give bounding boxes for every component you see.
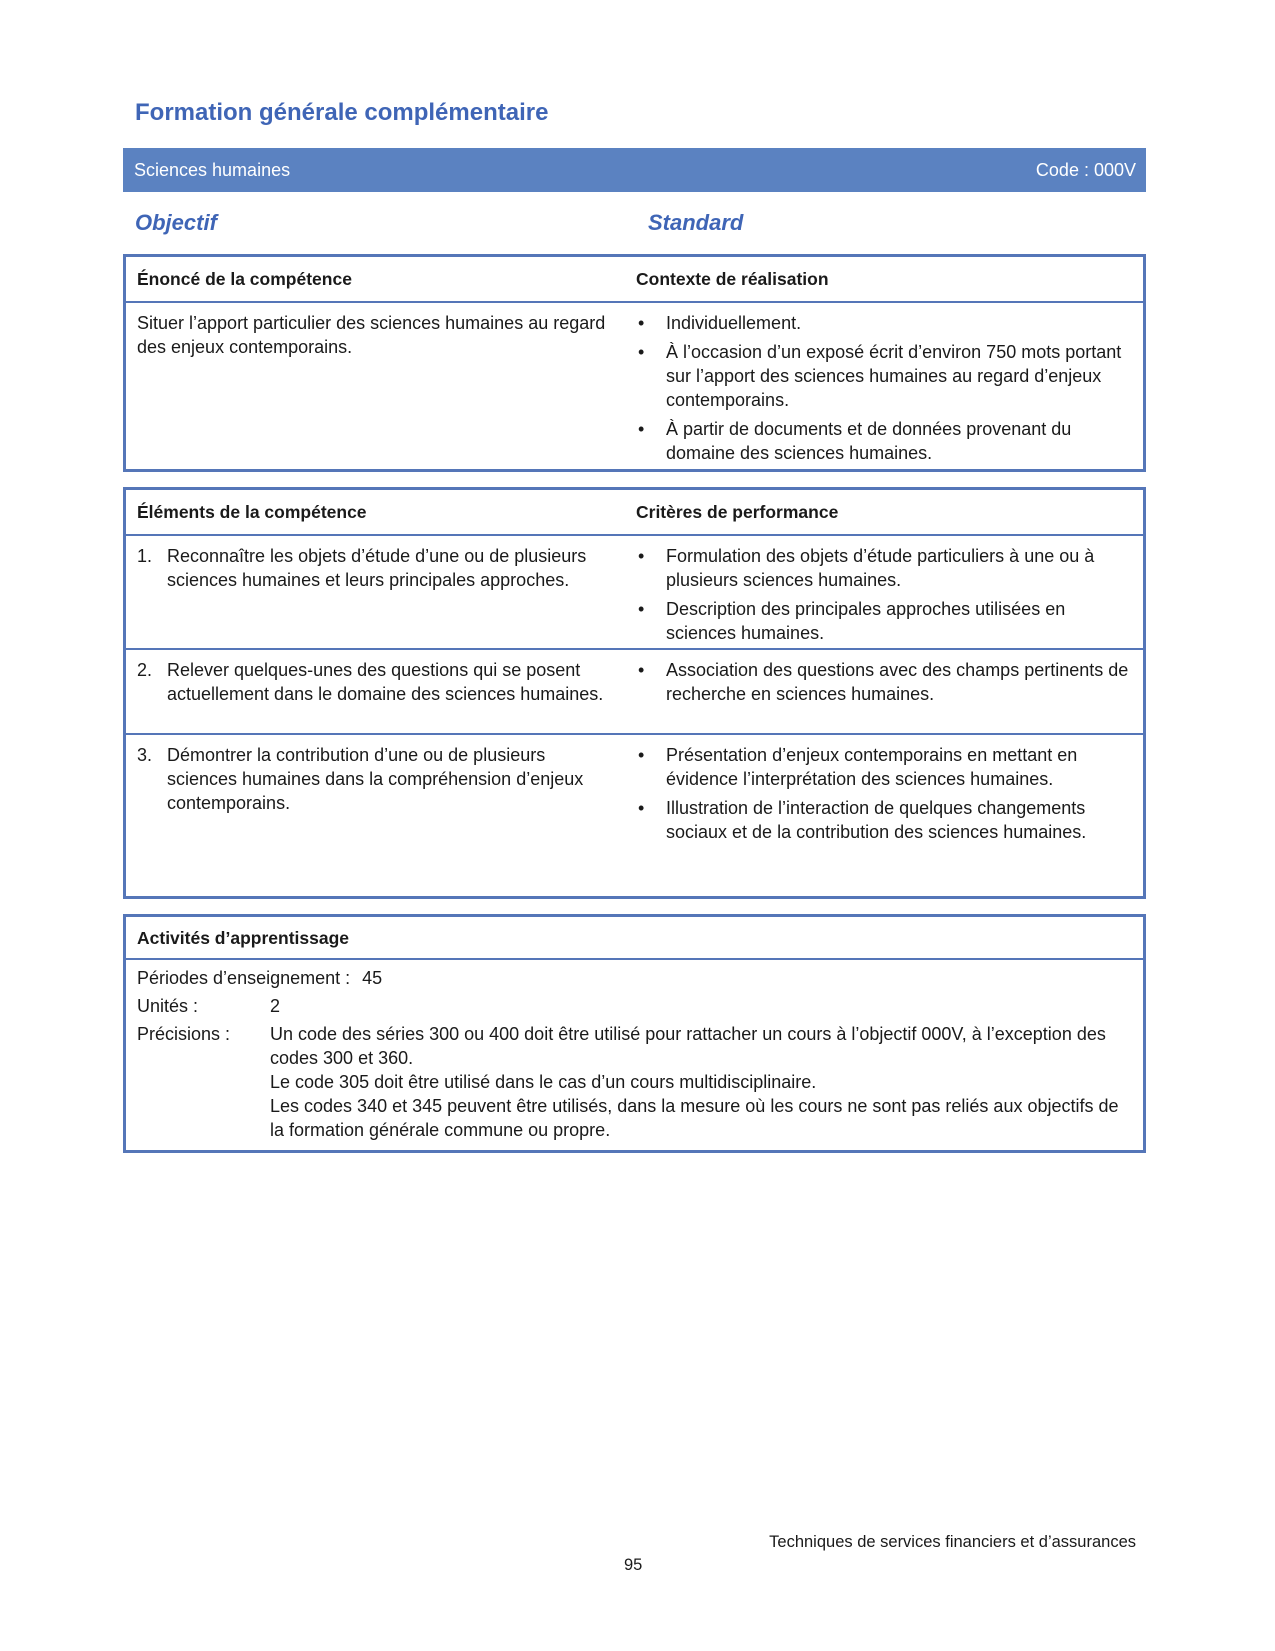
element-number: 3.	[137, 745, 153, 765]
standard-heading: Standard	[648, 210, 744, 235]
subject-code: Code : 000V	[1035, 160, 1136, 180]
contexte-header: Contexte de réalisation	[636, 268, 829, 289]
list-item: • Illustration de l’interaction de quelques changements sociaux et de la contribution des sciences humaines.	[636, 796, 1133, 844]
element-text: Reconnaître les objets d’étude d’une ou de plusieurs sciences humaines et leurs principales approches.	[167, 546, 587, 590]
periodes-label: Périodes d’enseignement :	[137, 968, 351, 988]
page-number: 95	[624, 1556, 643, 1574]
list-item: • Présentation d’enjeux contemporains en mettant en évidence l’interprétation des sciences humaines.	[636, 743, 1133, 791]
enonce-header: Énoncé de la compétence	[137, 268, 352, 289]
list-item: • Individuellement.	[636, 311, 1133, 335]
enonce-text: Situer l’apport particulier des sciences humaines au regard des enjeux contemporains.	[137, 313, 606, 357]
contexte-list	[636, 311, 1133, 465]
table-row	[126, 733, 1143, 849]
list-item: • Association des questions avec des champs pertinents de recherche en sciences humaines.	[636, 658, 1133, 706]
list-item: • À l’occasion d’un exposé écrit d’environ 750 mots portant sur l’apport des sciences humaines au regard d’enjeux contemporains.	[636, 340, 1133, 412]
list-item: • À partir de documents et de données provenant du domaine des sciences humaines.	[636, 417, 1133, 465]
objectif-heading: Objectif	[135, 210, 217, 235]
element-number: 1.	[137, 546, 153, 566]
element-text: Démontrer la contribution d’une ou de plusieurs sciences humaines dans la compréhension d’enjeux contemporains.	[167, 745, 584, 813]
precision-item: Un code des séries 300 ou 400 doit être utilisé pour rattacher un cours à l’objectif 000V, à l’exception des codes 300 et 360.	[270, 1024, 1106, 1068]
periodes-value: 45	[362, 968, 383, 988]
precisions-row	[137, 1022, 1133, 1142]
activites-box	[123, 914, 1146, 1153]
activites-title: Activités d’apprentissage	[137, 928, 350, 948]
unites-value: 2	[270, 996, 281, 1016]
criteres-list	[636, 743, 1133, 844]
table-row	[126, 534, 1143, 648]
unites-label: Unités :	[137, 996, 199, 1016]
elements-table	[123, 487, 1146, 899]
criteres-list	[636, 544, 1133, 645]
element-item	[137, 658, 612, 706]
subject-banner	[123, 148, 1146, 192]
unites-row	[137, 994, 1133, 1018]
criteres-header: Critères de performance	[636, 501, 839, 522]
element-number: 2.	[137, 660, 153, 680]
precisions-label: Précisions :	[137, 1024, 231, 1044]
page-title: Formation générale complémentaire	[135, 99, 549, 126]
precision-item: Les codes 340 et 345 peuvent être utilisés, dans la mesure où les cours ne sont pas reliés aux objectifs de la formation générale commune ou propre.	[270, 1096, 1119, 1140]
element-item	[137, 544, 612, 592]
element-text: Relever quelques-unes des questions qui se posent actuellement dans le domaine des sciences humaines.	[167, 660, 604, 704]
subject-name: Sciences humaines	[134, 160, 291, 180]
footer-program: Techniques de services financiers et d’assurances	[769, 1533, 1136, 1551]
list-item: • Description des principales approches utilisées en sciences humaines.	[636, 597, 1133, 645]
periodes-row	[137, 966, 1133, 990]
list-item: • Formulation des objets d’étude particuliers à une ou à plusieurs sciences humaines.	[636, 544, 1133, 592]
precision-item: Le code 305 doit être utilisé dans le cas d’un cours multidisciplinaire.	[270, 1072, 817, 1092]
element-item	[137, 743, 612, 815]
elements-header: Éléments de la compétence	[137, 501, 367, 522]
criteres-list	[636, 658, 1133, 706]
competence-table	[123, 254, 1146, 472]
table-row	[126, 648, 1143, 733]
